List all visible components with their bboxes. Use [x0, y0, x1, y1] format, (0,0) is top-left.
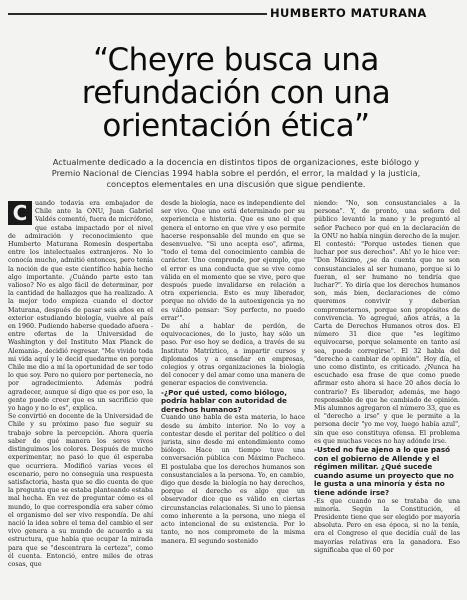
paragraph: uando todavía era embajador de Chile ante la ONU, Juan Gabriel Valdés comentó, fuera de micrófono, que estaba impactado por el nivel de admiración y reconocimiento que Humberto Maturana Romesín despertaba entre los intelectuales extranjeros. No lo conocía mucho, admitió entonces, pero tenía la noción de que este científico había hecho algo importante. ¿Cuándo parte esto tan valioso? No es algo fácil de determinar, por la cantidad de hallazgos que ha realizado. A la mejor todo empieza cuando el doctor Maturana, después de pasar seis años en el exterior estudiando biología, vuelve al país en 1960. Pudiendo haberse quedado afuera -entre ofertas de la Universidad de Washington y del Instituto Max Planck de Alemania-, decidió regresar. "Me vivido toda mi vida aquí y le decid quedarme en porque Chile me dio a mí la oportunidad de ser todo lo que soy. Pero no quiero por pertenecía, no por agradecimiento. Además podrá agradecer, aunque sí digo que es por eso, la gente puede creer que es un sacrificio que yo hago y no lo es", explica.	[8, 200, 153, 413]
deck	[14, 157, 458, 190]
drop-cap-graphic	[8, 201, 32, 225]
paragraph: Se convirtió en docente de la Universidad de Chile y su próximo paso fue seguir su trabajo sobre la percepción. Ahora quería saber de qué manera los seres vivos distinguimos los colores. Después de mucho experimentar, no pasó lo que él esperaba que ocurriera. Modificó varias veces el escenario, pero no conseguía una respuesta satisfactoria, hasta que se dio cuenta de que la pregunta que se estaba planteando estaba mal hecha. En vez de preguntar cómo es el mundo, lo que correspondía era saber cómo el organismo del ser vivo respondía. De ahí nació la idea sobre el tema del cambio el ser vivo genera a su mundo de acuerdo a su estructura, que había que ocupar la mirada para que se "descentrara la certeza", como él cuenta. Entonció, entre miles de otras cosas, que	[8, 413, 153, 568]
deck-line-1: Actualmente dedicado a la docencia en distintos tipos de organizaciones, este biólogo y	[52, 157, 420, 167]
paragraph: niendo: "No, son consustanciales a la persona". Y, de pronto, una señora del público levantó la mano y le preguntó al señor Pacheco por qué en la declaración de la ONU no había ningún derecho de la mujer. El contestó: "Porque ustedes tienen que luchar por sus derechos". Ah! yo le hice ver: "Don Máximo, ¿se da cuenta que no son consustanciales al ser humano, porque si lo fueran, el ser humano no tendría que luchar?". Yo diría que los derechos humanos son, más bien, declaraciones de cómo queremos convivir y deberían comprometernos, porque son propósitos de convivencia. Yo agregué, años atrás, a la Carta de Derechos Humanos otros dos. El número 31 dice que "es legítimo equivocarse, porque solamente en tanto así sea, puede corregirse". El 32 habla del "derecho a cambiar de opinión". Hoy día, el uno como distinto, es criticado. ¿Nunca ha escuchado esa frase de que como puede afirmar esto ahora si hace 20 años decía lo contrario? Es liberador, además, me hago responsable de que he cambiado de opinión. Mis alumnos agregaron el número 33, que es el "derecho a irse" y que le permite a la persona decir "yo me voy, luego había azul", sin que eso constituya ofensa. El problema es que muchas veces no hay adónde irse.	[314, 200, 460, 445]
paragraph: desde la biología, nace es independiente del ser vivo. Que uno está determinado por su experiencia e historia. Que es uno el que genera el entorno en que vive y eso permite hacerse responsable del mundo en que se desenvuelve. "Si uno acepta eso", afirma, "todo el tema del conocimiento cambia de carácter. Uno comprende, por ejemplo, que el error es una conducta que se vive como válida en el momento que se vive, pero que después puede invalidarse en relación a otra experiencia. Esto es muy liberador, porque no olvido de la autoexigencia ya no es válido pensar: 'Soy perfecto, no puedo errar'".	[161, 200, 305, 322]
deck-line-3: conceptos elementales en una discusión que sigue pendiente.	[106, 179, 366, 189]
drop-cap-letter: C	[12, 201, 28, 225]
article-column-1	[8, 200, 153, 598]
drop-cap	[8, 201, 32, 225]
headline-line-2: refundación con una	[81, 75, 391, 111]
headline-line-3: orientación ética”	[102, 108, 370, 144]
header-rule	[8, 13, 267, 15]
paragraph: -Es que cuando no se trataba de una minoría. Según la Constitución, el Presidente tiene que ser elegido por mayoría absoluta. Pero en esa época, si no la tenía, era el Congreso el que decidía cuál de las mayorías relativas era la ganadora. Eso significaba que el 60 por	[314, 497, 460, 554]
paragraph: Cuando uno habla de esta materia, lo hace desde su ámbito interior. No lo voy a contestar desde el peritar del político o del jurista, sino desde mi entendimiento como biólogo. Hace un tiempo tuve una conversación pública con Máximo Pacheco. El postulaba que los derechos humanos son consustanciales a la persona. Yo, en cambio, digo que desde la biología no hay derechos, porque el derecho es algo que un observador dice que es válido en ciertas circunstancias relacionales. Si uno lo piensa como inherente a la persona, uno niega el acto intencional de su existencia. Por lo tanto, no nos compromete de la misma manera. El segundo sostenido	[161, 414, 305, 545]
headline-line-1: “Cheyre busca una	[93, 42, 379, 78]
article-column-3	[314, 200, 460, 598]
paragraph: De ahí a hablar de perdón, de equivocaciones, de lo justo, hay sólo un paso. Por eso hoy se dedica, a través de su Instituto Matríztico, a impartir cursos y diplomados y a enseñar en empresas, colegios y otras organizaciones la biología del conocer y del amar como una manera de generar espacios de convivencia.	[161, 323, 305, 388]
interview-question: -¿Por qué usted, como biólogo, podría hablar con autoridad de derechos humanos?	[161, 387, 288, 414]
deck-line-2: Premio Nacional de Ciencias 1994 habla sobre el perdón, el error, la maldad y la justicia,	[51, 168, 421, 178]
interview-question: -Usted no fue ajeno a lo que pasó con el gobierno de Allende y el régimen militar. ¿Qué sucede cuando asume un proyecto que no le gusta a una minoría y ésta no tiene adónde irse?	[314, 445, 454, 498]
author-name: HUMBERTO MATURANA	[270, 6, 427, 20]
article-column-2	[161, 200, 305, 598]
headline	[16, 44, 456, 143]
